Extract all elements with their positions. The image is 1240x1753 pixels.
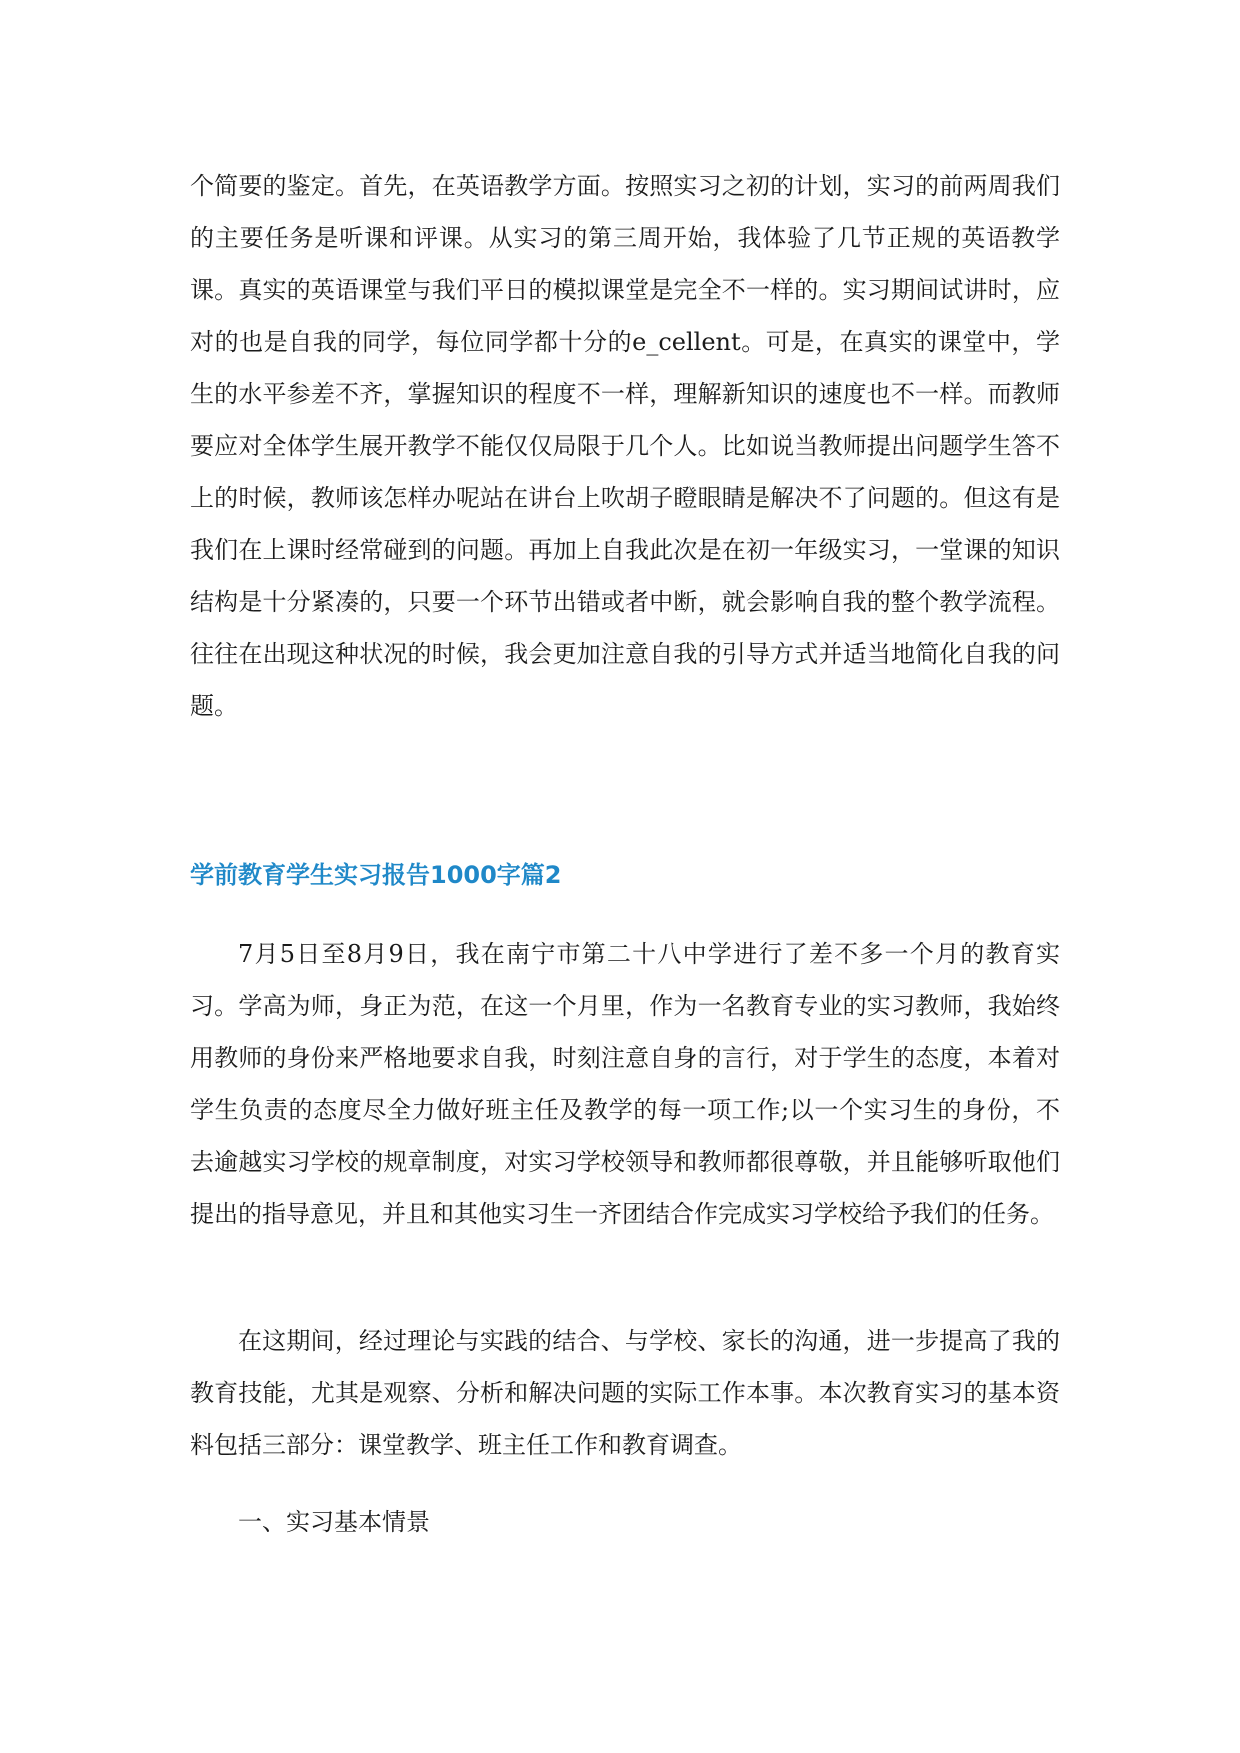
body-paragraph: 7月5日至8月9日，我在南宁市第二十八中学进行了差不多一个月的教育实习。学高为师，身正为范，在这一个月里，作为一名教育专业的实习教师，我始终用教师的身份来严格地要求自我，时刻注意自身的言行，对于学生的态度，本着对学生负责的态度尽全力做好班主任及教学的每一项工作;以一个实习生的身份，不去逾越实习学校的规章制度，对实习学校领导和教师都很尊敬，并且能够听取他们提出的指导意见，并且和其他实习生一齐团结合作完成实习学校给予我们的任务。 (190, 940, 1060, 1228)
section-heading: 学前教育学生实习报告1000字篇2 (190, 861, 562, 889)
subsection-heading: 一、实习基本情景 (238, 1508, 430, 1536)
body-paragraph: 在这期间，经过理论与实践的结合、与学校、家长的沟通，进一步提高了我的教育技能，尤其是观察、分析和解决问题的实际工作本事。本次教育实习的基本资料包括三部分：课堂教学、班主任工作和教育调查。 (190, 1327, 1060, 1459)
body-paragraph-continuation: 个简要的鉴定。首先，在英语教学方面。按照实习之初的计划，实习的前两周我们的主要任务是听课和评课。从实习的第三周开始，我体验了几节正规的英语教学课。真实的英语课堂与我们平日的模拟课堂是完全不一样的。实习期间试讲时，应对的也是自我的同学，每位同学都十分的e_cellent。可是，在真实的课堂中，学生的水平参差不齐，掌握知识的程度不一样，理解新知识的速度也不一样。而教师要应对全体学生展开教学不能仅仅局限于几个人。比如说当教师提出问题学生答不上的时候，教师该怎样办呢站在讲台上吹胡子瞪眼睛是解决不了问题的。但这有是我们在上课时经常碰到的问题。再加上自我此次是在初一年级实习，一堂课的知识结构是十分紧凑的，只要一个环节出错或者中断，就会影响自我的整个教学流程。往往在出现这种状况的时候，我会更加注意自我的引导方式并适当地简化自我的问题。 (190, 172, 1060, 720)
